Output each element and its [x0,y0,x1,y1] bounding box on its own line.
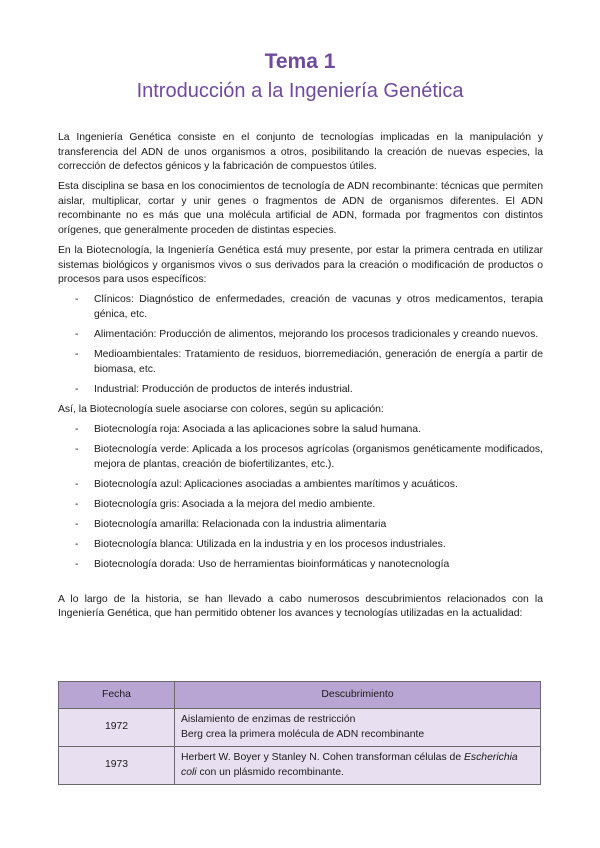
discovery-line: Aislamiento de enzimas de restricción [181,714,356,725]
page-subtitle: Introducción a la Ingeniería Genética [136,80,464,102]
paragraph-recombinant-dna: Esta disciplina se basa en los conocimientos de tecnología de ADN recombinante: técnicas que permiten aislar, multiplicar, cortar y unir genes o fragmentos de ADN de organismos diferentes. El ADN recombinante no es más que una molécula artificial de ADN, formada por fragmentos con distintos orígenes, que generalmente proceden de distintas especies. [58,181,543,237]
list-item [58,383,543,398]
list-item-text: Clínicos: Diagnóstico de enfermedades, creación de vacunas y otros medicamentos, terapia génica, etc. [94,294,543,321]
list-item-text: Biotecnología roja: Asociada a las aplicaciones sobre la salud humana. [94,424,421,436]
column-header-discovery: Descubrimiento [175,682,541,709]
list-item-text: Biotecnología azul: Aplicaciones asociadas a ambientes marítimos y acuáticos. [94,478,458,490]
list-item [58,348,543,377]
table-cell-year: 1973 [59,747,175,785]
paragraph-history: A lo largo de la historia, se han llevado a cabo numerosos descubrimientos relacionados con la Ingeniería Genética, que han permitido obtener los avances y tecnologías utilizadas en la actualidad: [58,593,543,620]
dash-bullet: - [75,539,79,551]
dash-bullet: - [75,329,79,341]
list-item-text: Biotecnología amarilla: Relacionada con la industria alimentaria [94,519,387,531]
list-item [58,478,543,493]
dash-bullet: - [75,559,79,571]
discovery-line: Berg crea la primera molécula de ADN recombinante [181,728,425,740]
list-item [58,498,543,513]
dash-bullet: - [75,519,79,531]
list-item [58,558,543,573]
list-item-text: Biotecnología blanca: Utilizada en la industria y en los procesos industriales. [94,539,446,551]
discovery-text: Herbert W. Boyer y Stanley N. Cohen transforman células de [181,752,464,764]
dash-bullet: - [75,444,79,456]
list-item-text: Industrial: Producción de productos de interés industrial. [94,383,353,395]
dash-bullet: - [75,424,79,436]
page-title: Tema 1 [264,50,336,73]
list-item-text: Medioambientales: Tratamiento de residuos, biorremediación, generación de energía a partir de biomasa, etc. [94,349,543,375]
paragraph-colors: Así, la Biotecnología suele asociarse con colores, según su aplicación: [58,404,384,415]
discoveries-table [58,681,541,785]
dash-bullet: - [75,349,79,361]
table-cell-discovery [175,709,541,747]
discovery-text: con un plásmido recombinante. [196,766,344,778]
list-item-text: Biotecnología dorada: Uso de herramientas bioinformáticas y nanotecnología [94,559,450,571]
dash-bullet: - [75,478,79,490]
uses-list [58,293,543,397]
column-header-date: Fecha [59,682,175,709]
table-row [59,709,541,747]
paragraph-biotechnology: En la Biotecnología, la Ingeniería Genética está muy presente, por estar la primera centrada en utilizar sistemas biológicos y organismos vivos o sus derivados para la creación o modificación de productos o procesos para usos específicos: [58,245,543,286]
table-cell-year: 1972 [59,709,175,747]
species-name: Escherichia coli [181,752,518,778]
colors-list [58,423,543,573]
list-item [58,538,543,553]
list-item [58,328,543,343]
list-item [58,423,543,438]
document-body [58,131,543,628]
list-item [58,443,543,472]
list-item-text: Biotecnología gris: Asociada a la mejora del medio ambiente. [94,498,376,510]
table-header-row [59,682,541,709]
paragraph-intro: La Ingeniería Genética consiste en el conjunto de tecnologías implicadas en la manipulación y transferencia del ADN de unos organismos a otros, posibilitando la creación de nuevas especies, la corrección de defectos génicos y la fabricación de compuestos útiles. [58,132,543,173]
dash-bullet: - [75,294,79,306]
dash-bullet: - [75,498,79,510]
list-item [58,518,543,533]
list-item-text: Biotecnología verde: Aplicada a los procesos agrícolas (organismos genéticamente modificados, mejora de plantas, creación de biofertilizantes, etc.). [94,444,543,470]
list-item-text: Alimentación: Producción de alimentos, mejorando los procesos tradicionales y creando nuevos. [94,329,539,341]
table-row [59,747,541,785]
dash-bullet: - [75,383,79,395]
table-cell-discovery [175,747,541,785]
list-item [58,293,543,322]
